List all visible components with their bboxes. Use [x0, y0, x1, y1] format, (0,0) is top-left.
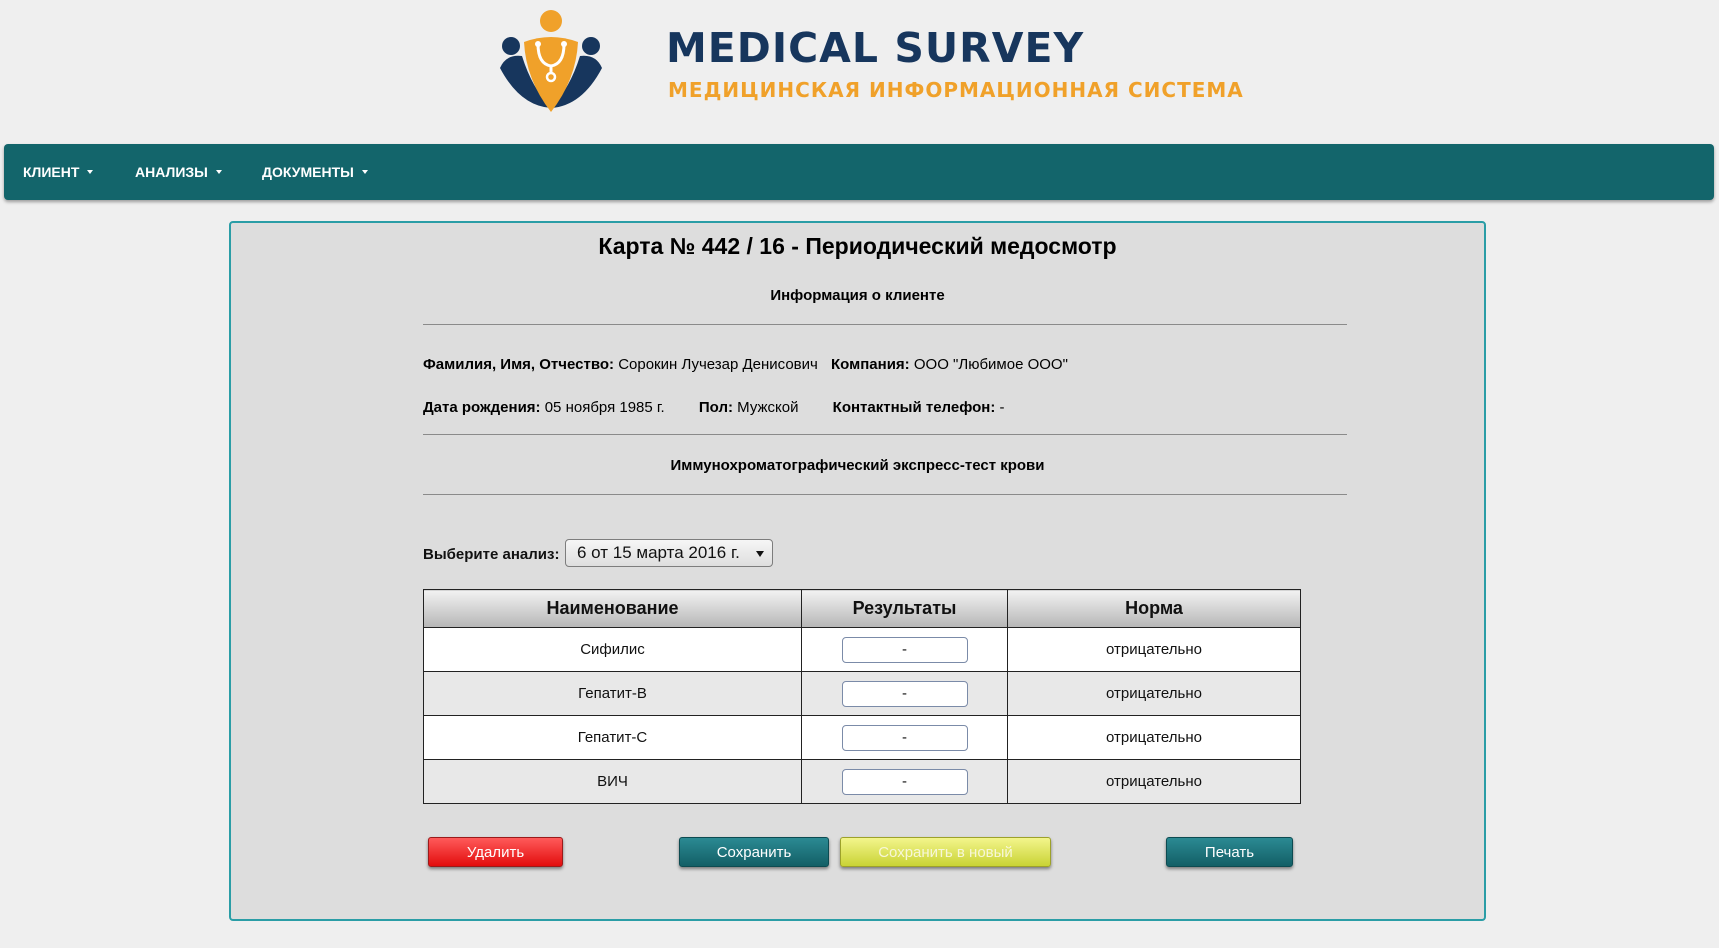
nav-item-label: ДОКУМЕНТЫ [262, 164, 354, 180]
analysis-select[interactable] [565, 539, 773, 567]
delete-button[interactable]: Удалить [428, 837, 563, 867]
card-panel [229, 221, 1486, 921]
test-name: Гепатит-В [424, 672, 802, 716]
result-cell [802, 716, 1008, 760]
norm-value: отрицательно [1008, 716, 1301, 760]
norm-value: отрицательно [1008, 672, 1301, 716]
result-cell [802, 628, 1008, 672]
sex-label: Пол: [698, 399, 733, 416]
table-header-row [424, 590, 1301, 628]
birth-value: 05 ноября 1985 г. [544, 399, 665, 416]
sex-value: Мужской [737, 399, 799, 416]
test-name: ВИЧ [424, 760, 802, 804]
norm-value: отрицательно [1008, 628, 1301, 672]
fio-label: Фамилия, Имя, Отчество: [423, 356, 615, 373]
main-navbar [4, 144, 1714, 200]
save-button[interactable]: Сохранить [679, 837, 829, 867]
test-name: Гепатит-С [424, 716, 802, 760]
nav-item-documents[interactable] [262, 144, 368, 200]
nav-item-analyses[interactable] [135, 144, 222, 200]
analysis-select-label: Выберите анализ: [423, 546, 560, 563]
client-info-row-1 [423, 356, 1068, 373]
nav-item-label: АНАЛИЗЫ [135, 164, 208, 180]
table-row [424, 672, 1301, 716]
client-section-title: Информация о клиенте [770, 287, 945, 304]
result-input[interactable]: - [842, 769, 968, 795]
client-info-row-2 [423, 399, 1005, 416]
caret-down-icon [87, 170, 93, 174]
logo-icon [492, 8, 610, 116]
table-row [424, 716, 1301, 760]
company-value: ООО "Любимое ООО" [913, 356, 1068, 373]
result-input[interactable]: - [842, 637, 968, 663]
divider [423, 494, 1347, 495]
phone-label: Контактный телефон: [832, 399, 996, 416]
result-cell [802, 760, 1008, 804]
caret-down-icon [216, 170, 222, 174]
norm-value: отрицательно [1008, 760, 1301, 804]
page-title: Карта № 442 / 16 - Периодический медосмотр [598, 233, 1117, 259]
fio-value: Сорокин Лучезар Денисович [618, 356, 818, 373]
analysis-select-value: 6 от 15 марта 2016 г. [577, 543, 740, 562]
dropdown-arrow-icon [756, 551, 764, 557]
header [0, 0, 1719, 140]
phone-value: - [999, 399, 1005, 416]
header-norm: Норма [1008, 590, 1301, 628]
result-input[interactable]: - [842, 681, 968, 707]
analysis-section-title: Иммунохроматографический экспресс-тест крови [670, 457, 1045, 474]
result-input[interactable]: - [842, 725, 968, 751]
test-name: Сифилис [424, 628, 802, 672]
nav-item-label: КЛИЕНТ [23, 164, 80, 180]
brand-subtitle: МЕДИЦИНСКАЯ ИНФОРМАЦИОННАЯ СИСТЕМА [668, 78, 1244, 102]
nav-item-client[interactable] [23, 144, 93, 200]
results-table [423, 589, 1301, 804]
company-label: Компания: [831, 356, 910, 373]
header-name: Наименование [424, 590, 802, 628]
result-cell [802, 672, 1008, 716]
header-results: Результаты [802, 590, 1008, 628]
divider [423, 434, 1347, 435]
print-button[interactable]: Печать [1166, 837, 1293, 867]
save-as-new-button[interactable]: Сохранить в новый [840, 837, 1051, 867]
divider [423, 324, 1347, 325]
brand-title: MEDICAL SURVEY [666, 24, 1085, 72]
caret-down-icon [362, 170, 368, 174]
table-row [424, 760, 1301, 804]
table-row [424, 628, 1301, 672]
birth-label: Дата рождения: [423, 399, 541, 416]
